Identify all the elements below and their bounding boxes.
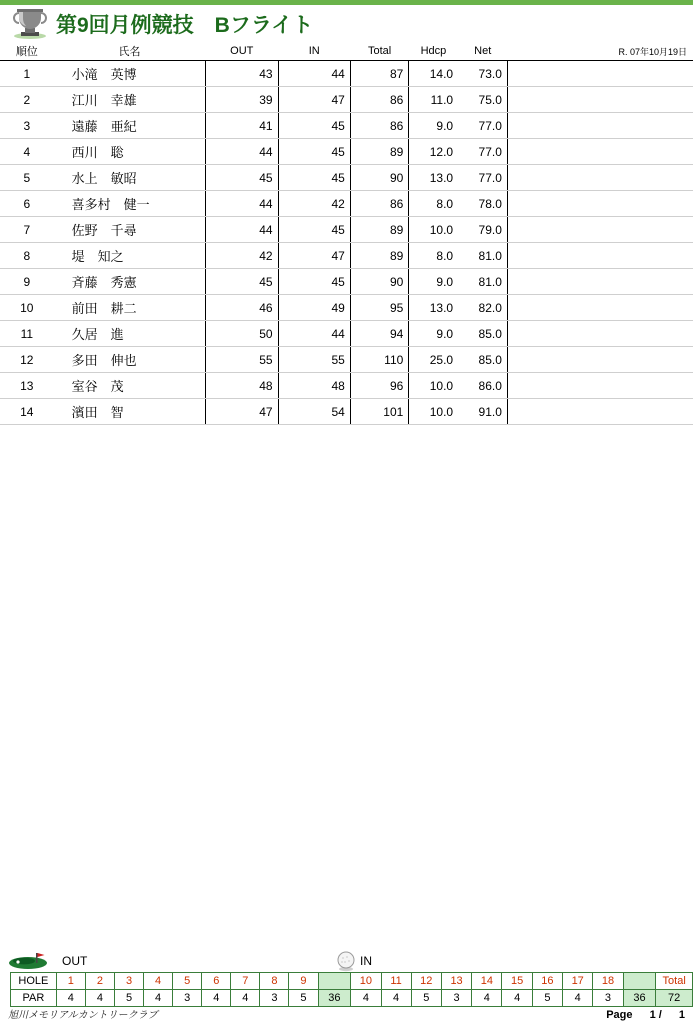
col-header-net: Net xyxy=(458,42,507,61)
page-label: Page xyxy=(606,1009,633,1021)
table-row xyxy=(0,399,693,425)
player-name-cell: 久居 進 xyxy=(54,321,206,347)
net-score-cell: 77.0 xyxy=(458,165,507,191)
total-score-cell: 86 xyxy=(350,113,408,139)
spacer-cell xyxy=(507,87,693,113)
spacer-cell xyxy=(507,373,693,399)
page-separator: / xyxy=(658,1009,662,1021)
spacer-cell xyxy=(507,165,693,191)
par-row-grand-total: 72 xyxy=(656,990,693,1007)
net-score-cell: 81.0 xyxy=(458,269,507,295)
out-score-cell: 44 xyxy=(205,191,278,217)
in-score-cell: 45 xyxy=(278,113,350,139)
player-name-cell: 喜多村 健一 xyxy=(54,191,206,217)
net-score-cell: 86.0 xyxy=(458,373,507,399)
par-row-in-cell: 3 xyxy=(593,990,623,1007)
hole-row-out-cell: 4 xyxy=(144,973,173,990)
hole-row-out-cell: 5 xyxy=(173,973,202,990)
spacer-cell xyxy=(507,321,693,347)
rank-cell: 10 xyxy=(0,295,54,321)
hole-row-in-cell: 14 xyxy=(472,973,502,990)
rank-cell: 4 xyxy=(0,139,54,165)
hole-row xyxy=(11,973,693,990)
total-score-cell: 89 xyxy=(350,139,408,165)
in-score-cell: 45 xyxy=(278,269,350,295)
total-score-cell: 90 xyxy=(350,269,408,295)
player-name-cell: 水上 敏昭 xyxy=(54,165,206,191)
hdcp-cell: 9.0 xyxy=(409,269,458,295)
hole-row-in-cell: 18 xyxy=(593,973,623,990)
in-score-cell: 45 xyxy=(278,217,350,243)
golf-green-icon xyxy=(8,952,52,970)
rank-cell: 9 xyxy=(0,269,54,295)
player-name-cell: 前田 耕二 xyxy=(54,295,206,321)
hdcp-cell: 14.0 xyxy=(409,61,458,87)
total-score-cell: 101 xyxy=(350,399,408,425)
scorecard-in-label: IN xyxy=(360,954,372,968)
table-row xyxy=(0,61,693,87)
in-score-cell: 42 xyxy=(278,191,350,217)
par-row-out-cell: 4 xyxy=(202,990,231,1007)
hdcp-cell: 10.0 xyxy=(409,373,458,399)
table-row xyxy=(0,165,693,191)
hdcp-cell: 9.0 xyxy=(409,321,458,347)
net-score-cell: 77.0 xyxy=(458,139,507,165)
hdcp-cell: 9.0 xyxy=(409,113,458,139)
hole-row-in-cell: 11 xyxy=(381,973,411,990)
hdcp-cell: 10.0 xyxy=(409,217,458,243)
player-name-cell: 西川 聡 xyxy=(54,139,206,165)
in-score-cell: 54 xyxy=(278,399,350,425)
table-row xyxy=(0,217,693,243)
net-score-cell: 85.0 xyxy=(458,347,507,373)
trophy-icon xyxy=(8,8,54,40)
par-row-in-cell: 5 xyxy=(411,990,441,1007)
rank-cell: 2 xyxy=(0,87,54,113)
table-row xyxy=(0,113,693,139)
total-score-cell: 90 xyxy=(350,165,408,191)
table-row xyxy=(0,243,693,269)
rank-cell: 8 xyxy=(0,243,54,269)
net-score-cell: 78.0 xyxy=(458,191,507,217)
competition-date: R. 07年10月19日 xyxy=(507,42,693,61)
in-score-cell: 44 xyxy=(278,61,350,87)
hole-row-out-cell: 9 xyxy=(289,973,318,990)
hole-row-out-cell: 6 xyxy=(202,973,231,990)
par-row-in-cell: 4 xyxy=(351,990,381,1007)
golf-ball-icon xyxy=(336,950,356,972)
spacer-cell xyxy=(507,295,693,321)
player-name-cell: 室谷 茂 xyxy=(54,373,206,399)
hole-row-in-cell: 12 xyxy=(411,973,441,990)
par-row-out-cell: 5 xyxy=(289,990,318,1007)
table-row xyxy=(0,373,693,399)
page-indicator xyxy=(606,1009,685,1021)
page-current: 1 xyxy=(649,1009,656,1021)
par-row-in-cell: 5 xyxy=(532,990,562,1007)
table-row xyxy=(0,87,693,113)
col-header-total: Total xyxy=(350,42,408,61)
spacer-cell xyxy=(507,399,693,425)
par-row-in-cell: 4 xyxy=(472,990,502,1007)
hdcp-cell: 8.0 xyxy=(409,243,458,269)
out-score-cell: 47 xyxy=(205,399,278,425)
total-score-cell: 89 xyxy=(350,217,408,243)
rank-cell: 7 xyxy=(0,217,54,243)
net-score-cell: 82.0 xyxy=(458,295,507,321)
out-score-cell: 45 xyxy=(205,165,278,191)
hole-row-in-cell: 16 xyxy=(532,973,562,990)
rank-cell: 5 xyxy=(0,165,54,191)
par-row-out-cell: 4 xyxy=(144,990,173,1007)
net-score-cell: 91.0 xyxy=(458,399,507,425)
hole-row-out-cell: 1 xyxy=(56,973,85,990)
spacer-cell xyxy=(507,347,693,373)
total-score-cell: 95 xyxy=(350,295,408,321)
par-row-out-cell: 3 xyxy=(260,990,289,1007)
hole-row-in-total xyxy=(623,973,656,990)
par-row-in-cell: 4 xyxy=(502,990,532,1007)
in-score-cell: 45 xyxy=(278,139,350,165)
hole-row-in-cell: 17 xyxy=(563,973,593,990)
rank-cell: 3 xyxy=(0,113,54,139)
out-score-cell: 55 xyxy=(205,347,278,373)
par-row-out-cell: 5 xyxy=(114,990,143,1007)
table-row xyxy=(0,191,693,217)
hdcp-cell: 13.0 xyxy=(409,165,458,191)
table-row xyxy=(0,139,693,165)
hole-row-in-cell: 10 xyxy=(351,973,381,990)
out-score-cell: 39 xyxy=(205,87,278,113)
player-name-cell: 多田 伸也 xyxy=(54,347,206,373)
in-score-cell: 45 xyxy=(278,165,350,191)
rank-cell: 6 xyxy=(0,191,54,217)
table-row xyxy=(0,295,693,321)
out-score-cell: 44 xyxy=(205,217,278,243)
par-row-label: PAR xyxy=(11,990,57,1007)
spacer-cell xyxy=(507,61,693,87)
hole-row-out-cell: 8 xyxy=(260,973,289,990)
col-header-rank: 順位 xyxy=(0,42,54,61)
net-score-cell: 79.0 xyxy=(458,217,507,243)
out-score-cell: 43 xyxy=(205,61,278,87)
page-header xyxy=(0,5,693,39)
hdcp-cell: 11.0 xyxy=(409,87,458,113)
player-name-cell: 斉藤 秀憲 xyxy=(54,269,206,295)
net-score-cell: 85.0 xyxy=(458,321,507,347)
hdcp-cell: 25.0 xyxy=(409,347,458,373)
col-header-out: OUT xyxy=(205,42,278,61)
par-row-in-total: 36 xyxy=(623,990,656,1007)
par-row xyxy=(11,990,693,1007)
results-table xyxy=(0,42,693,425)
out-score-cell: 44 xyxy=(205,139,278,165)
player-name-cell: 堤 知之 xyxy=(54,243,206,269)
total-score-cell: 89 xyxy=(350,243,408,269)
hdcp-cell: 10.0 xyxy=(409,399,458,425)
par-row-out-cell: 4 xyxy=(85,990,114,1007)
net-score-cell: 81.0 xyxy=(458,243,507,269)
col-header-in: IN xyxy=(278,42,350,61)
hdcp-cell: 8.0 xyxy=(409,191,458,217)
out-score-cell: 50 xyxy=(205,321,278,347)
par-row-out-total: 36 xyxy=(318,990,351,1007)
table-row xyxy=(0,347,693,373)
in-score-cell: 47 xyxy=(278,243,350,269)
par-row-out-cell: 4 xyxy=(231,990,260,1007)
rank-cell: 13 xyxy=(0,373,54,399)
club-name: 旭川メモリアルカントリークラブ xyxy=(8,1010,158,1021)
scorecard-table xyxy=(10,972,693,1007)
rank-cell: 11 xyxy=(0,321,54,347)
total-score-cell: 94 xyxy=(350,321,408,347)
hole-row-in-cell: 13 xyxy=(441,973,471,990)
total-score-cell: 86 xyxy=(350,191,408,217)
player-name-cell: 佐野 千尋 xyxy=(54,217,206,243)
spacer-cell xyxy=(507,217,693,243)
in-score-cell: 49 xyxy=(278,295,350,321)
out-score-cell: 48 xyxy=(205,373,278,399)
spacer-cell xyxy=(507,191,693,217)
scorecard-footer xyxy=(0,946,693,1024)
spacer-cell xyxy=(507,139,693,165)
out-score-cell: 41 xyxy=(205,113,278,139)
total-score-cell: 86 xyxy=(350,87,408,113)
net-score-cell: 77.0 xyxy=(458,113,507,139)
in-score-cell: 47 xyxy=(278,87,350,113)
col-header-name: 氏名 xyxy=(54,42,206,61)
player-name-cell: 遠藤 亜紀 xyxy=(54,113,206,139)
total-score-cell: 96 xyxy=(350,373,408,399)
rank-cell: 1 xyxy=(0,61,54,87)
spacer-cell xyxy=(507,113,693,139)
player-name-cell: 江川 幸雄 xyxy=(54,87,206,113)
par-row-in-cell: 4 xyxy=(381,990,411,1007)
hole-row-in-cell: 15 xyxy=(502,973,532,990)
par-row-in-cell: 4 xyxy=(563,990,593,1007)
player-name-cell: 濱田 智 xyxy=(54,399,206,425)
table-row xyxy=(0,269,693,295)
hole-row-out-cell: 7 xyxy=(231,973,260,990)
col-header-hdcp: Hdcp xyxy=(409,42,458,61)
hole-row-label: HOLE xyxy=(11,973,57,990)
par-row-out-cell: 4 xyxy=(56,990,85,1007)
net-score-cell: 75.0 xyxy=(458,87,507,113)
out-score-cell: 45 xyxy=(205,269,278,295)
par-row-out-cell: 3 xyxy=(173,990,202,1007)
hdcp-cell: 13.0 xyxy=(409,295,458,321)
spacer-cell xyxy=(507,269,693,295)
net-score-cell: 73.0 xyxy=(458,61,507,87)
par-row-in-cell: 3 xyxy=(441,990,471,1007)
hdcp-cell: 12.0 xyxy=(409,139,458,165)
table-header-row xyxy=(0,42,693,61)
total-score-cell: 110 xyxy=(350,347,408,373)
in-score-cell: 55 xyxy=(278,347,350,373)
in-score-cell: 48 xyxy=(278,373,350,399)
total-score-cell: 87 xyxy=(350,61,408,87)
hole-row-grand-total: Total xyxy=(656,973,693,990)
player-name-cell: 小滝 英博 xyxy=(54,61,206,87)
spacer-cell xyxy=(507,243,693,269)
rank-cell: 14 xyxy=(0,399,54,425)
hole-row-out-total xyxy=(318,973,351,990)
out-score-cell: 42 xyxy=(205,243,278,269)
hole-row-out-cell: 2 xyxy=(85,973,114,990)
out-score-cell: 46 xyxy=(205,295,278,321)
page-total: 1 xyxy=(678,1009,685,1021)
hole-row-out-cell: 3 xyxy=(114,973,143,990)
table-row xyxy=(0,321,693,347)
page-title: 第9回月例競技 Bフライト xyxy=(56,14,314,37)
scorecard-out-label: OUT xyxy=(62,954,88,968)
in-score-cell: 44 xyxy=(278,321,350,347)
rank-cell: 12 xyxy=(0,347,54,373)
